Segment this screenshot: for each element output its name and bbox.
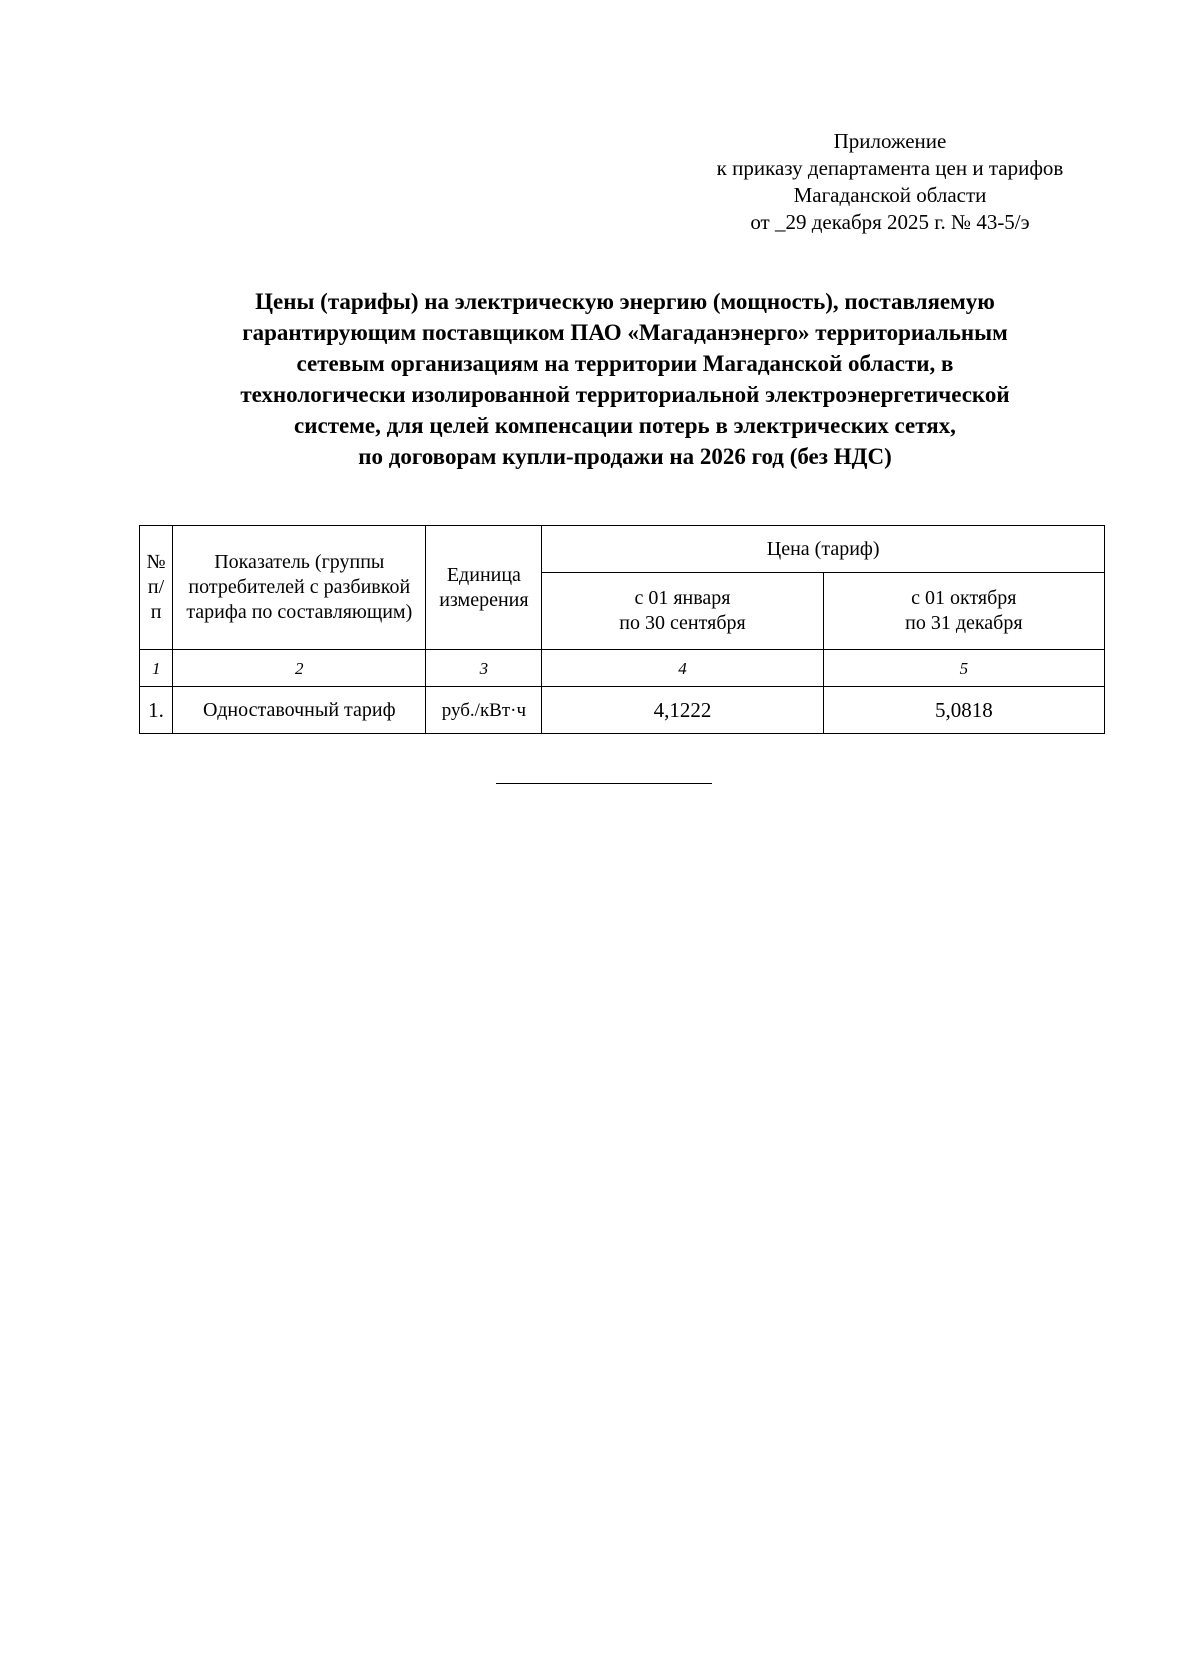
column-number: 4 — [542, 650, 823, 687]
header-period-2 — [823, 573, 1104, 650]
row-price-period-2: 5,0818 — [823, 687, 1104, 734]
title-line: сетевым организациям на территории Магаданской области, в — [296, 351, 954, 376]
period-1-end: по 30 сентября — [619, 612, 746, 634]
title-line: системе, для целей компенсации потерь в электрических сетях, — [294, 413, 956, 438]
header-period-1 — [542, 573, 823, 650]
appendix-region: Магаданской области — [793, 183, 987, 207]
title-line: Цены (тарифы) на электрическую энергию (мощность), поставляемую — [255, 289, 995, 314]
appendix-label: Приложение — [833, 129, 947, 153]
title-line: по договорам купли-продажи на 2026 год (без НДС) — [358, 444, 892, 469]
title-line: гарантирующим поставщиком ПАО «Магаданэнерго» территориальным — [242, 320, 1008, 345]
table-row — [140, 687, 1105, 734]
appendix-header — [680, 128, 1100, 236]
row-number: 1. — [140, 687, 173, 734]
tariff-table — [139, 525, 1105, 734]
column-number: 3 — [426, 650, 542, 687]
period-2-start: с 01 октября — [911, 587, 1017, 609]
header-row — [140, 526, 1105, 573]
column-number: 1 — [140, 650, 173, 687]
document-title — [120, 286, 1130, 472]
header-number: № п/п — [140, 526, 173, 650]
appendix-order-ref: к приказу департамента цен и тарифов — [716, 156, 1064, 180]
end-divider — [496, 783, 712, 784]
period-1-start: с 01 января — [634, 587, 731, 609]
title-line: технологически изолированной территориальной электроэнергетической — [240, 382, 1010, 407]
header-price: Цена (тариф) — [542, 526, 1105, 573]
header-unit: Единица измерения — [426, 526, 542, 650]
column-number-row — [140, 650, 1105, 687]
period-2-end: по 31 декабря — [905, 612, 1023, 634]
row-indicator: Одноставочный тариф — [173, 687, 426, 734]
header-indicator: Показатель (группы потребителей с разбивкой тарифа по составляющим) — [173, 526, 426, 650]
column-number: 2 — [173, 650, 426, 687]
row-price-period-1: 4,1222 — [542, 687, 823, 734]
appendix-date-number: от _29 декабря 2025 г. № 43-5/э — [750, 210, 1030, 234]
column-number: 5 — [823, 650, 1104, 687]
row-unit: руб./кВт·ч — [426, 687, 542, 734]
